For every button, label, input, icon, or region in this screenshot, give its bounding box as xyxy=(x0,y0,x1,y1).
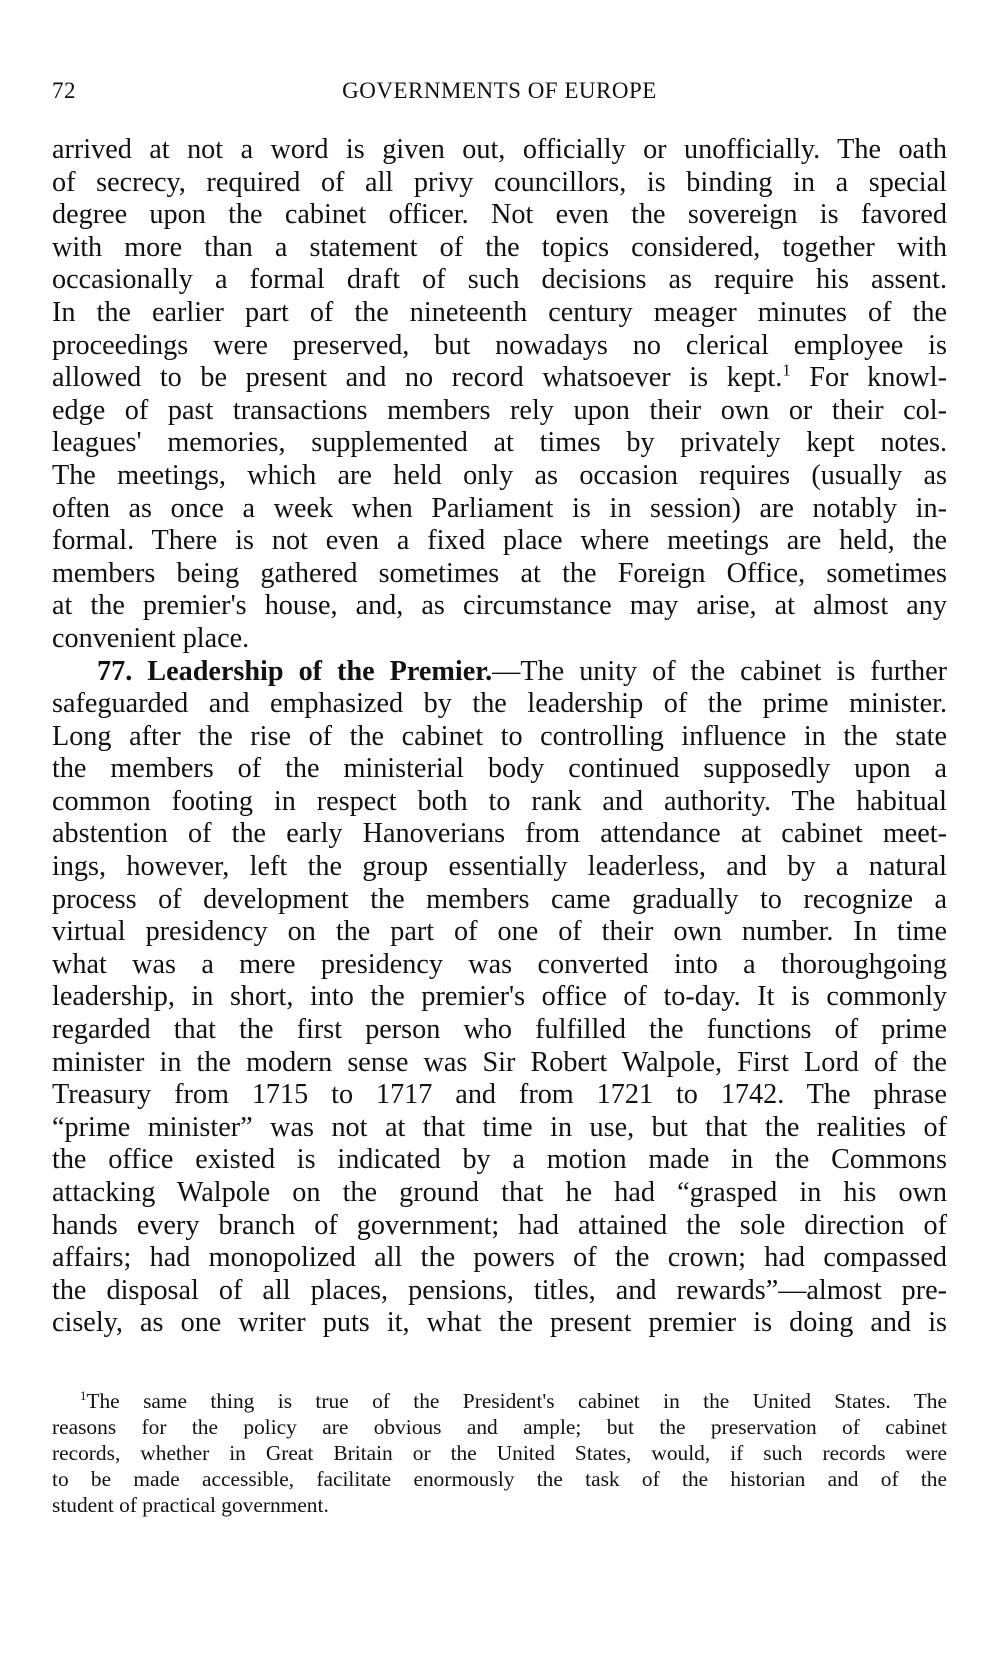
text-line: In the earlier part of the nineteenth century meager minutes of the xyxy=(52,296,947,328)
page-number: 72 xyxy=(52,78,76,103)
text-line: members being gathered sometimes at the Foreign Office, sometimes xyxy=(52,557,947,589)
footnote-line: records, whether in Great Britain or the United States, would, if such records were xyxy=(52,1441,947,1465)
footnote-marker: 1 xyxy=(80,1388,87,1403)
text-line: affairs; had monopolized all the powers of the crown; had compassed xyxy=(52,1242,947,1274)
section-heading: 77. Leadership of the Premier. xyxy=(97,655,493,687)
footnote-line xyxy=(52,1388,947,1414)
text-line: common footing in respect both to rank and authority. The habitual xyxy=(52,785,947,817)
text-line: at the premier's house, and, as circumstance may arise, at almost any xyxy=(52,590,947,622)
text-line: arrived at not a word is given out, officially or unofficially. The oath xyxy=(52,134,947,165)
text-line: the members of the ministerial body continued supposedly upon a xyxy=(52,753,947,785)
text-line: often as once a week when Parliament is in session) are notably in- xyxy=(52,492,947,524)
footnote-reference: 1 xyxy=(782,360,791,380)
text-line: hands every branch of government; had attained the sole direction of xyxy=(52,1209,947,1241)
text-line: minister in the modern sense was Sir Robert Walpole, First Lord of the xyxy=(52,1046,947,1078)
text-line: the disposal of all places, pensions, titles, and rewards”—almost pre- xyxy=(52,1274,947,1306)
text-line: proceedings were preserved, but nowadays no clerical employee is xyxy=(52,329,947,361)
text-line: the office existed is indicated by a motion made in the Commons xyxy=(52,1144,947,1176)
footnote-line: reasons for the policy are obvious and ample; but the preservation of cabinet xyxy=(52,1415,947,1439)
text-line: cisely, as one writer puts it, what the present premier is doing and is xyxy=(52,1307,947,1339)
text-segment: For knowl- xyxy=(790,362,947,394)
text-line: safeguarded and emphasized by the leadership of the prime minister. xyxy=(52,688,947,720)
text-segment: —The unity of the cabinet is further xyxy=(492,655,947,687)
footnote-line: student of practical government. xyxy=(52,1493,329,1517)
running-header xyxy=(52,70,947,110)
text-line: occasionally a formal draft of such decisions as require his assent. xyxy=(52,264,947,296)
text-line: convenient place. xyxy=(52,622,250,654)
text-line: ings, however, left the group essentially leaderless, and by a natural xyxy=(52,851,947,883)
text-line: regarded that the first person who fulfilled the functions of prime xyxy=(52,1014,947,1046)
text-line xyxy=(52,362,947,395)
text-segment: The same thing is true of the President's cabinet in the United States. The xyxy=(86,1389,947,1413)
text-line: leadership, in short, into the premier's office of to-day. It is commonly xyxy=(52,981,947,1013)
text-line: edge of past transactions members rely upon their own or their col- xyxy=(52,394,947,426)
footnote-line: to be made accessible, facilitate enormously the task of the historian and of the xyxy=(52,1467,947,1491)
paragraph-cabinet-secrecy xyxy=(52,134,947,656)
text-line: with more than a statement of the topics considered, together with xyxy=(52,231,947,263)
text-line: virtual presidency on the part of one of their own number. In time xyxy=(52,916,947,948)
text-line: Treasury from 1715 to 1717 and from 1721 to 1742. The phrase xyxy=(52,1079,947,1111)
text-line: Long after the rise of the cabinet to controlling influence in the state xyxy=(52,720,947,752)
body-text xyxy=(52,134,947,1340)
text-line: “prime minister” was not at that time in use, but that the realities of xyxy=(52,1111,947,1143)
running-title: GOVERNMENTS OF EUROPE xyxy=(342,78,657,103)
text-segment: allowed to be present and no record whatsoever is kept. xyxy=(52,362,783,394)
text-line: attacking Walpole on the ground that he had “grasped in his own xyxy=(52,1177,947,1208)
book-page xyxy=(52,70,947,1340)
text-line: process of development the members came gradually to recognize a xyxy=(52,883,947,915)
text-line xyxy=(52,656,947,689)
text-line: abstention of the early Hanoverians from attendance at cabinet meet- xyxy=(52,818,947,850)
footnote xyxy=(52,1388,947,1518)
paragraph-leadership-of-premier xyxy=(52,656,947,1340)
text-line: degree upon the cabinet officer. Not even the sovereign is favored xyxy=(52,199,947,231)
text-line: of secrecy, required of all privy councillors, is binding in a special xyxy=(52,166,947,198)
text-line: leagues' memories, supplemented at times by privately kept notes. xyxy=(52,427,947,459)
text-line: formal. There is not even a fixed place where meetings are held, the xyxy=(52,525,947,557)
text-line: The meetings, which are held only as occasion requires (usually as xyxy=(52,459,947,491)
text-line: what was a mere presidency was converted into a thoroughgoing xyxy=(52,948,947,980)
